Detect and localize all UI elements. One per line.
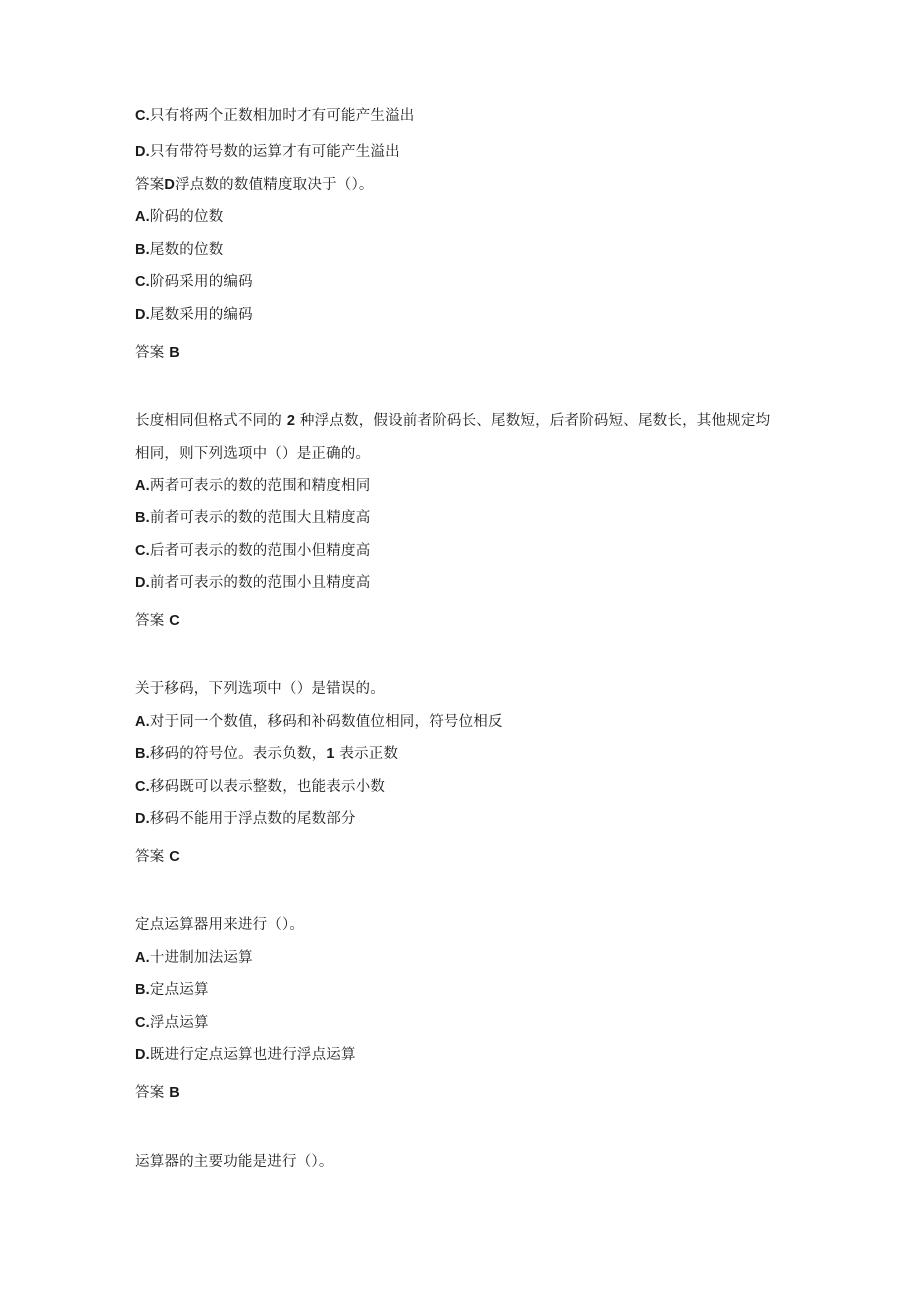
option-letter: D. [135,144,150,160]
option-letter: B. [135,510,150,526]
option-letter: C. [135,274,150,290]
stem-text: 运算器的主要功能是进行（）。 [135,1154,334,1170]
option-number: 1 [326,746,335,762]
q3-option-b [135,744,398,764]
option-text: 后者可表示的数的范围小但精度高 [149,543,371,559]
option-letter: B. [135,746,150,762]
stem-text: 长度相同但格式不同的 [135,413,282,429]
q1-answer [135,343,180,363]
option-letter: B. [135,982,150,998]
stem-text: 关于移码，下列选项中（）是错误的。 [135,681,385,697]
option-letter: D. [135,307,150,323]
option-letter: B. [135,242,150,258]
q4-option-c [135,1013,209,1033]
question-stem: 浮点数的数值精度取决于（）。 [175,177,374,193]
option-text: 尾数的位数 [149,242,224,258]
option-text: 移码不能用于浮点数的尾数部分 [149,811,356,827]
q3-option-d [135,809,356,829]
option-letter: C. [135,1015,150,1031]
answer-letter: C [169,613,180,629]
option-text: 十进制加法运算 [149,950,253,966]
option-text: 只有将两个正数相加时才有可能产生溢出 [149,108,415,124]
option-letter: C. [135,779,150,795]
q2-option-c [135,541,370,561]
option-text: 定点运算 [149,982,209,998]
q1-option-b [135,240,223,260]
option-letter: D. [135,811,150,827]
option-text: 前者可表示的数的范围小且精度高 [149,575,371,591]
q2-answer [135,611,180,631]
answer-letter: D [164,177,176,193]
q4-answer [135,1083,180,1103]
option-text: 表示正数 [339,746,399,762]
prev-option-c [135,106,415,126]
answer-letter: B [169,1085,180,1101]
answer-letter: C [169,849,180,865]
answer-prefix: 答案 [135,345,165,361]
q5-stem [135,1152,334,1172]
option-text: 移码既可以表示整数，也能表示小数 [149,779,386,795]
option-text: 浮点运算 [149,1015,209,1031]
stem-text: 定点运算器用来进行（）。 [135,917,305,933]
answer-prefix: 答案 [135,177,165,193]
answer-letter: B [169,345,180,361]
q2-option-a [135,476,370,496]
option-text: 阶码的位数 [149,209,224,225]
stem-number: 2 [286,413,296,429]
q3-option-c [135,777,385,797]
prev-option-d [135,142,400,162]
option-letter: A. [135,950,150,966]
option-text: 既进行定点运算也进行浮点运算 [149,1047,356,1063]
stem-text: 种浮点数，假设前者阶码长、尾数短，后者阶码短、尾数长，其他规定均相同，则下列选项中（）是正确的。 [135,413,771,462]
option-text: 只有带符号数的运算才有可能产生溢出 [149,144,400,160]
option-letter: C. [135,543,150,559]
q4-stem [135,915,304,935]
q4-option-d [135,1045,356,1065]
prev-answer-and-q1-stem [135,175,374,195]
q4-option-b [135,980,209,1000]
q2-option-b [135,508,370,528]
option-text: 对于同一个数值，移码和补码数值位相同，符号位相反 [149,714,503,730]
option-letter: C. [135,108,150,124]
q3-answer [135,847,180,867]
option-letter: A. [135,209,150,225]
q3-option-a [135,712,503,732]
answer-prefix: 答案 [135,613,165,629]
option-text: 移码的符号位。表示负数， [149,746,327,762]
option-text: 阶码采用的编码 [149,274,253,290]
option-text: 两者可表示的数的范围和精度相同 [149,478,371,494]
answer-prefix: 答案 [135,849,165,865]
option-letter: D. [135,1047,150,1063]
q1-option-d [135,305,253,325]
q3-stem [135,679,385,699]
q2-stem [135,405,775,471]
q2-option-d [135,573,370,593]
q1-option-a [135,207,223,227]
option-letter: A. [135,478,150,494]
option-letter: D. [135,575,150,591]
option-letter: A. [135,714,150,730]
option-text: 尾数采用的编码 [149,307,253,323]
q1-option-c [135,272,253,292]
answer-prefix: 答案 [135,1085,165,1101]
option-text: 前者可表示的数的范围大且精度高 [149,510,371,526]
q4-option-a [135,948,253,968]
